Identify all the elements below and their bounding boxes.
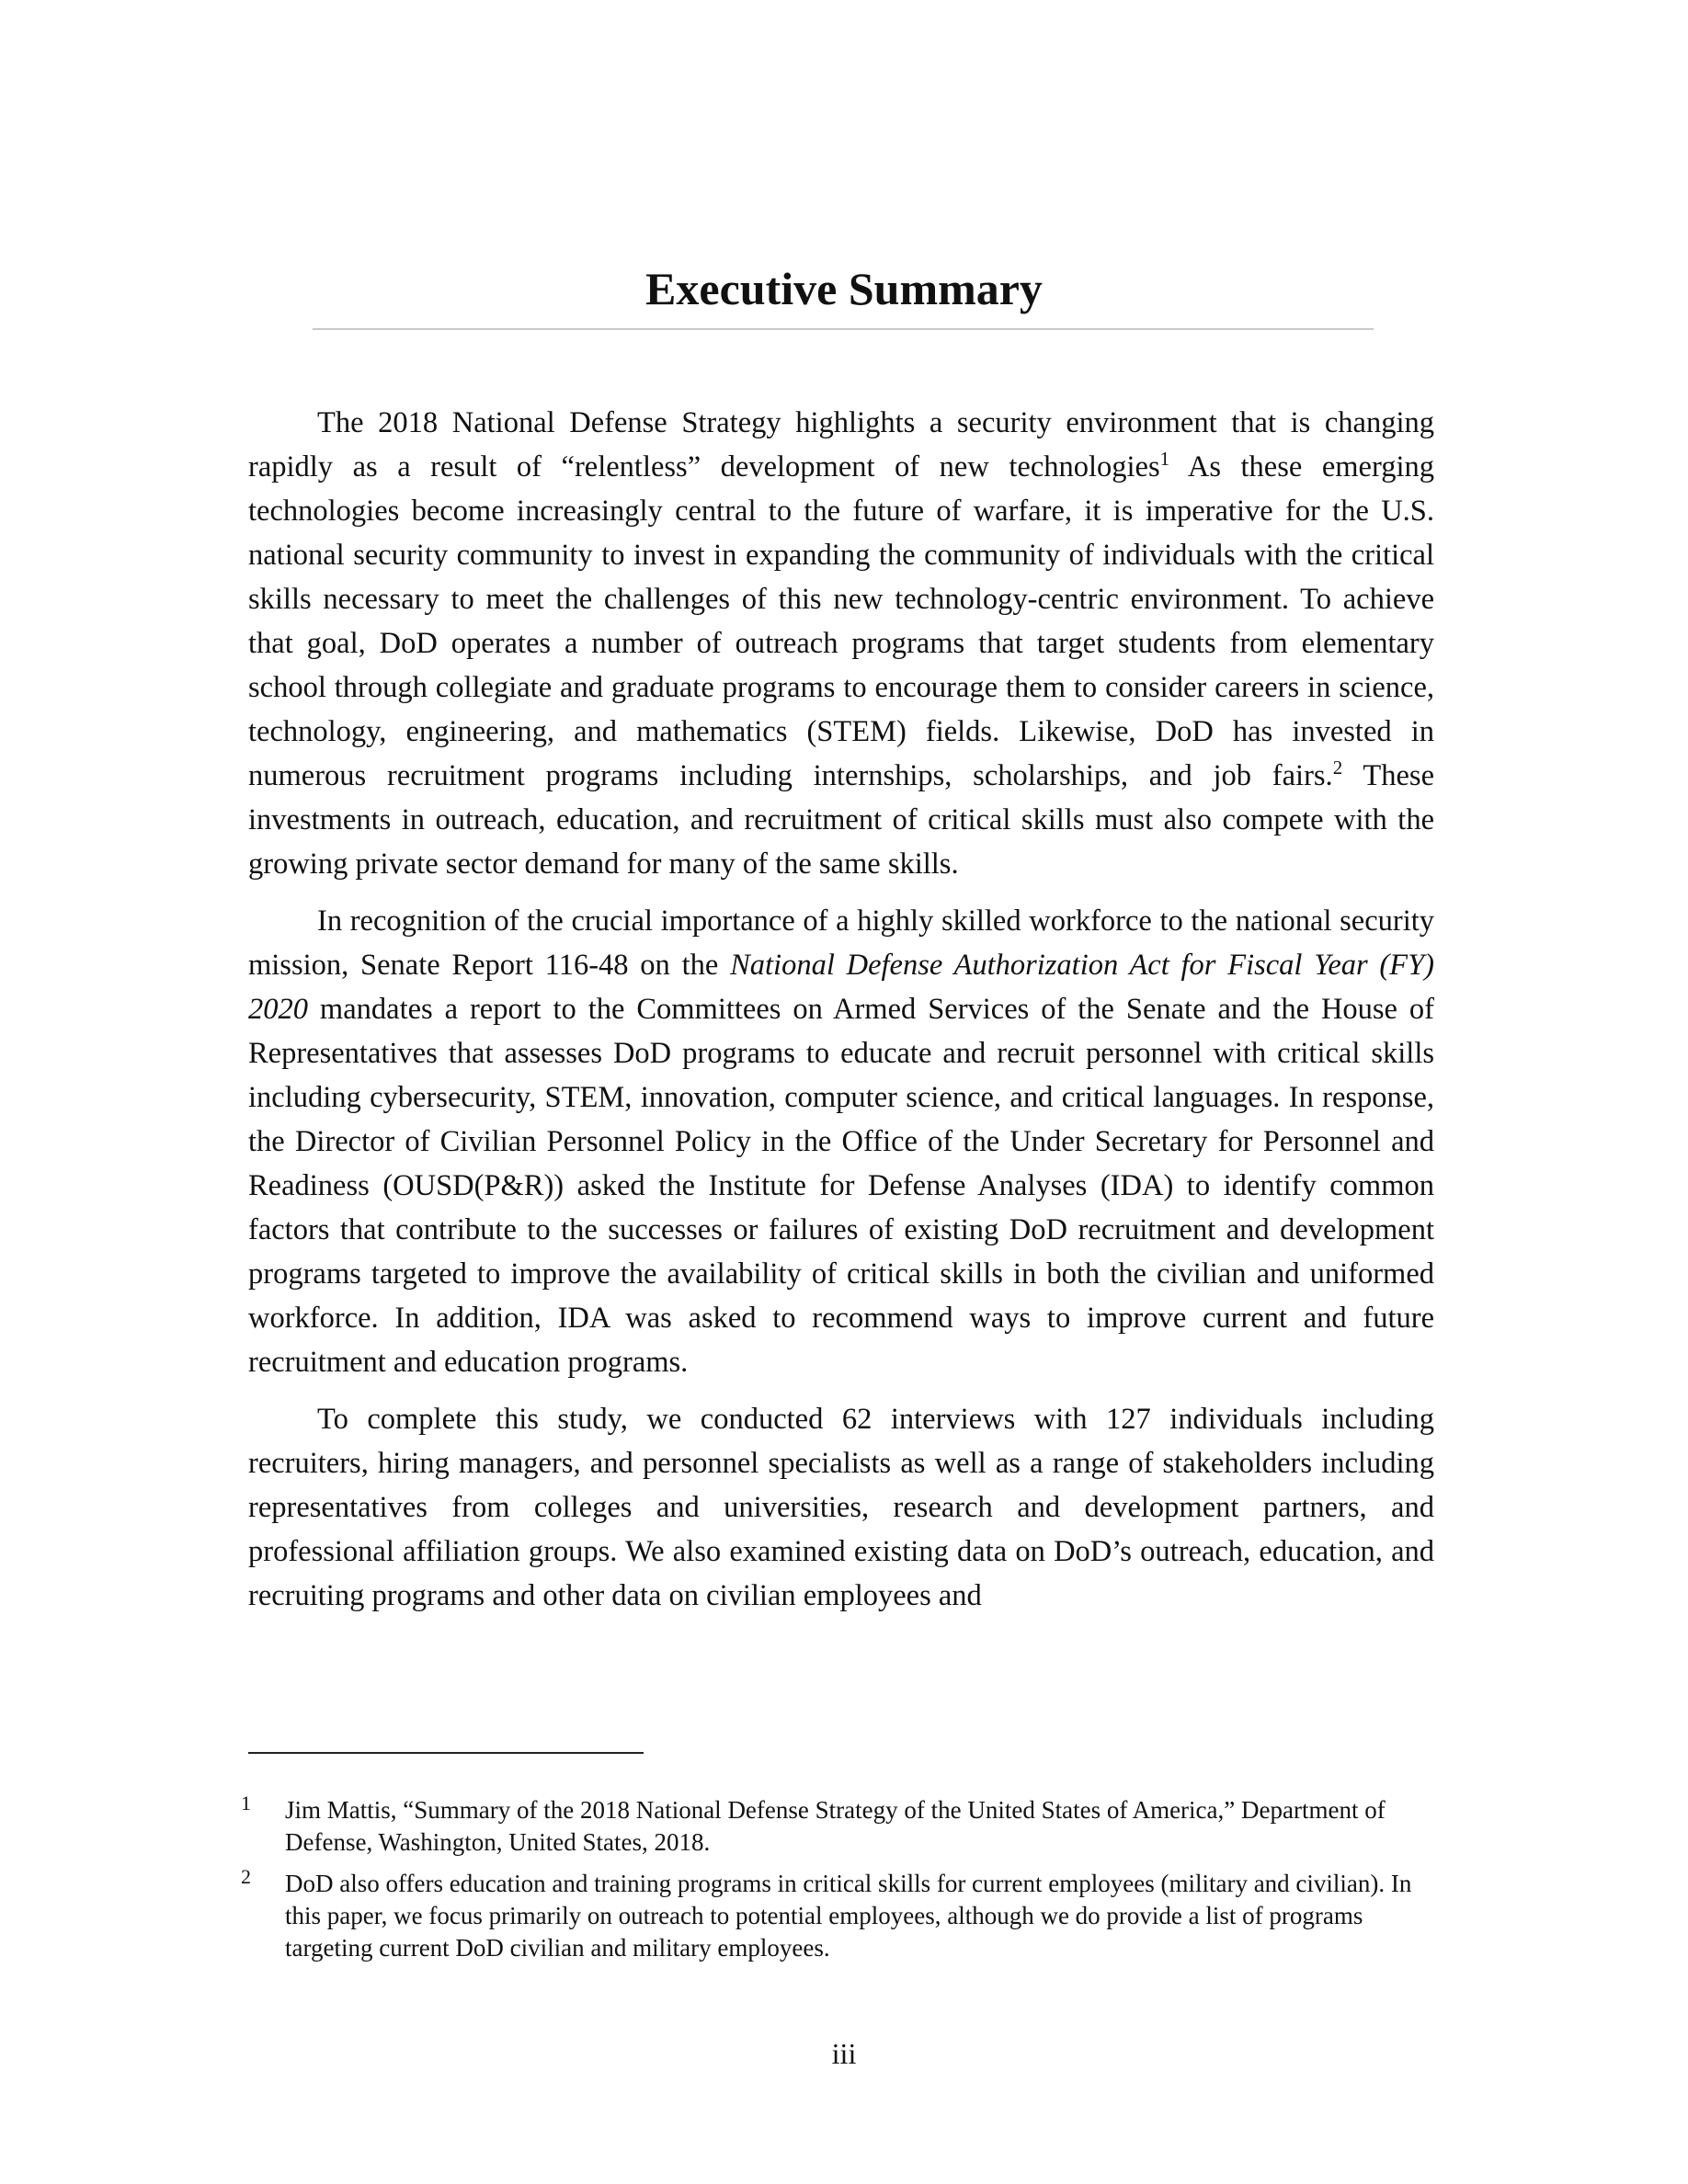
paragraph-1-text-b: As these emerging technologies become increasingly central to the future of warfare, it is imperative for the U.S. national security community to invest in expanding the community of individuals with the critical skills necessary to meet the challenges of this new technology-centric environment. To achieve that goal, DoD operates a number of outreach programs that target students from elementary school through collegiate and graduate programs to encourage them to consider careers in science, technology, engineering, and mathematics (STEM) fields. Likewise, DoD has invested in numerous recruitment programs including internships, scholarships, and job fairs.	[248, 450, 1434, 792]
footnote-ref-2: 2	[1332, 756, 1343, 779]
paragraph-1	[248, 401, 1434, 886]
footnote-2	[237, 1865, 1423, 1964]
paragraph-2-text-a: In recognition of the crucial importance of a highly skilled workforce to the national security mission, Senate Report 116-48 on the	[248, 904, 1434, 982]
footnote-number: 2	[241, 1865, 251, 1888]
paragraph-2-italic-title: National Defense Authorization Act for Fiscal Year (FY) 2020	[248, 949, 1434, 1026]
paragraph-1-text-a: The 2018 National Defense Strategy highlights a security environment that is changing rapidly as a result of “relentless” development of new technologies	[248, 406, 1434, 483]
footnotes	[237, 1794, 1423, 1974]
footnote-text: Jim Mattis, “Summary of the 2018 National Defense Strategy of the United States of America,” Department of Defense, Washington, United States, 2018.	[285, 1796, 1386, 1856]
footnote-1	[237, 1794, 1423, 1859]
footnote-ref-1: 1	[1159, 448, 1170, 470]
paragraph-2-text-b: mandates a report to the Committees on Armed Services of the Senate and the House of Representatives that assesses DoD programs to educate and recruit personnel with critical skills including cybersecurity, STEM, innovation, computer science, and critical languages. In response, the Director of Civilian Personnel Policy in the Office of the Under Secretary for Personnel and Readiness (OUSD(P&R)) asked the Institute for Defense Analyses (IDA) to identify common factors that contribute to the successes or failures of existing DoD recruitment and development programs targeted to improve the availability of critical skills in both the civilian and uniformed workforce. In addition, IDA was asked to recommend ways to improve current and future recruitment and education programs.	[248, 993, 1434, 1379]
paragraph-3: To complete this study, we conducted 62 interviews with 127 individuals including recruiters, hiring managers, and personnel specialists as well as a range of stakeholders including representatives from colleges and universities, research and development partners, and professional affiliation groups. We also examined existing data on DoD’s outreach, education, and recruiting programs and other data on civilian employees and	[248, 1403, 1434, 1612]
footnote-text: DoD also offers education and training programs in critical skills for current employees (military and civilian). In this paper, we focus primarily on outreach to potential employees, although we do provide a list of programs targeting current DoD civilian and military employees.	[285, 1870, 1412, 1962]
page-number: iii	[831, 2037, 857, 2070]
title-divider	[313, 328, 1374, 330]
body-text	[248, 401, 1434, 1631]
page-title: Executive Summary	[645, 263, 1043, 314]
paragraph-1-text-c: These investments in outreach, education, and recruitment of critical skills must also compete with the growing private sector demand for many of the same skills.	[248, 759, 1434, 881]
paragraph-2	[248, 899, 1434, 1384]
footnote-number: 1	[241, 1792, 251, 1814]
footnote-divider	[248, 1752, 644, 1754]
